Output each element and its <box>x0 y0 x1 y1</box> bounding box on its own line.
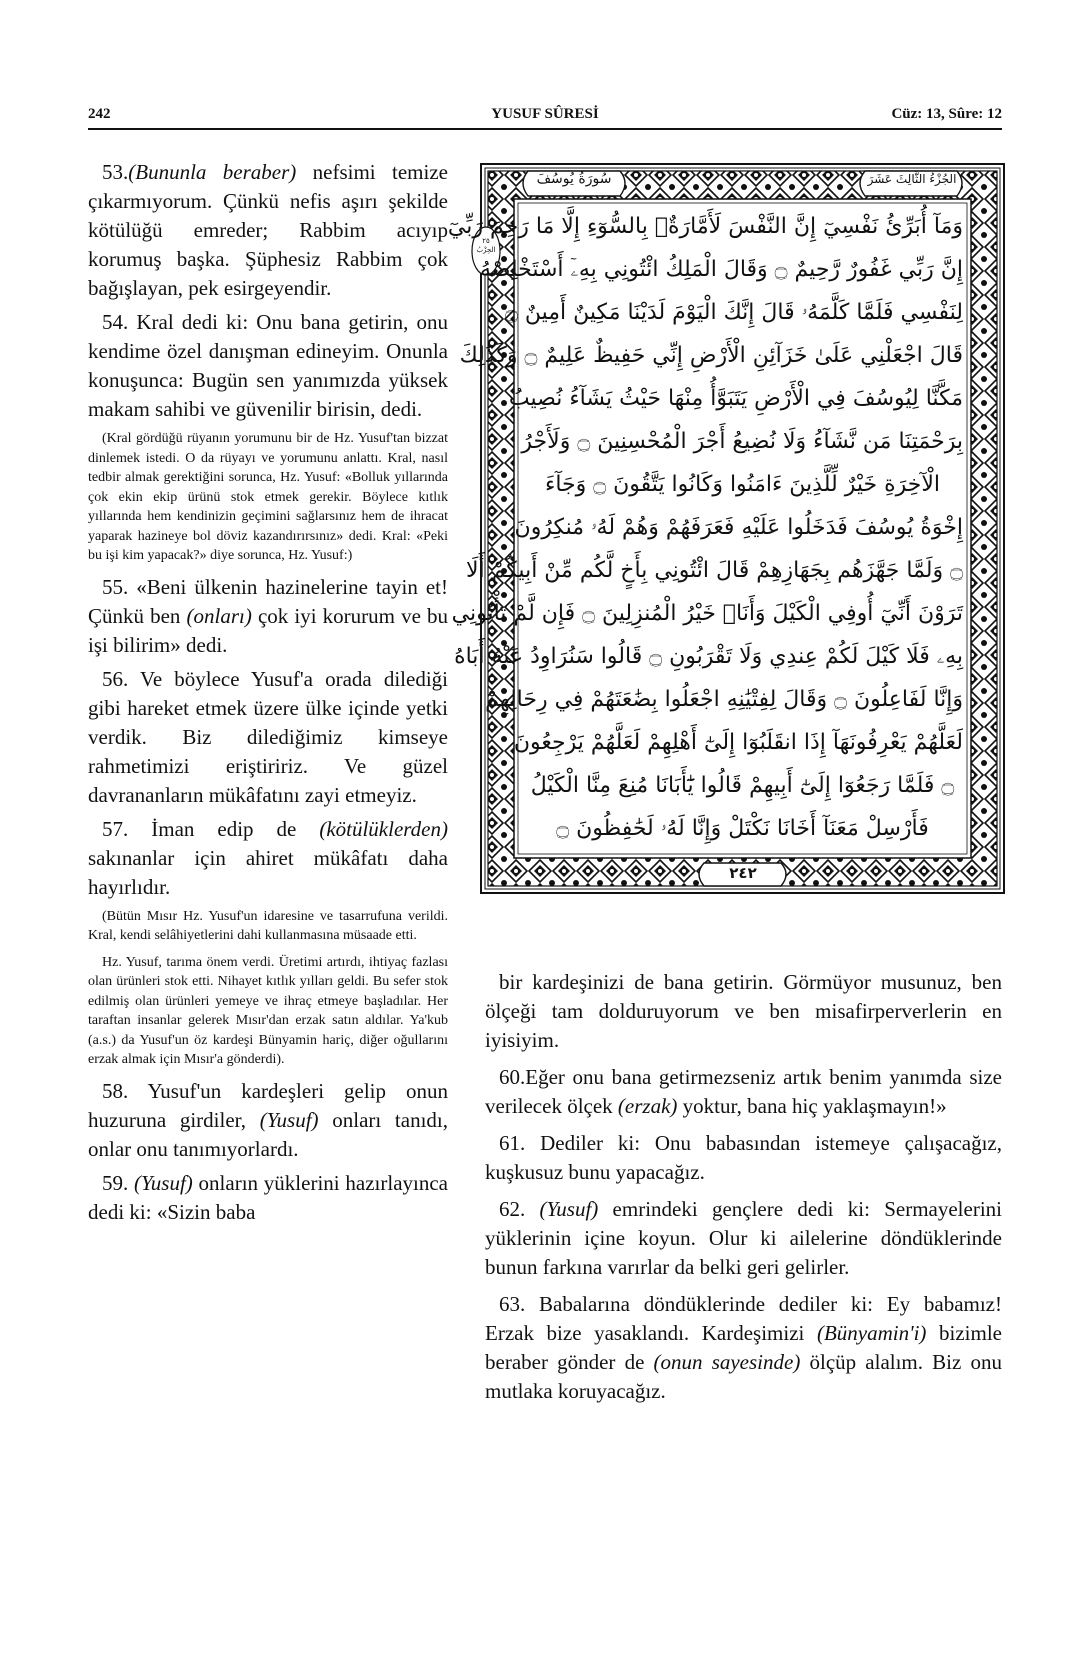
verse-text: Ve böylece Yusuf'a orada dilediği gibi hareket etmek üzere ülke içinde yetki verdik. Biz dilediğimiz kimseye rahmetimizi eriştiririz. Ve güzel davrananların mükâfatını zayi etmeyiz. <box>88 666 448 807</box>
verse-number: 54. <box>102 310 129 334</box>
verse-text: Yusuf'un kardeşleri gelip onun huzuruna girdiler, <box>88 1078 448 1132</box>
verse-text: yoktur, bana hiç yaklaşmayın!» <box>677 1094 947 1118</box>
verse-number: 53. <box>102 160 129 184</box>
verse-number: 62. <box>499 1197 526 1221</box>
hizb-marker: ٢٥ الحِزْبُ <box>476 237 496 254</box>
quran-page-frame <box>447 163 1005 894</box>
arabic-line: تَرَوْنَ أَنِّيٓ أُوفِي الْكَيْلَ وَأَنَا۠ خَيْرُ الْمُنزِلِينَ ۝ فَإِن لَّمْ تَأْتُونِي <box>451 601 963 626</box>
verse-number: 61. <box>499 1131 526 1155</box>
italic-insert: (kötülüklerden) <box>319 816 448 841</box>
sura-title: YUSUF SÛRESİ <box>491 106 599 122</box>
italic-insert: (Bünyamin'i) <box>816 1321 927 1345</box>
verse-paragraph <box>485 968 1002 1055</box>
verse-paragraph <box>88 665 448 810</box>
verse-text: nefsimi temize çıkarmıyorum. Çünkü nefis aşırı şekilde kötülüğü emreder; Rabbim acıyıp korumuş başka. Şüphesiz Rabbim çok bağışlayan, pek esirgeyendir. <box>88 160 448 300</box>
arabic-line: بِرَحْمَتِنَا مَن نَّشَآءُ وَلَا نُضِيعُ أَجْرَ الْمُحْسِنِينَ ۝ وَلَأَجْرُ <box>521 429 963 454</box>
commentary-note: Hz. Yusuf, tarıma önem verdi. Üretimi artırdı, ihtiyaç fazlası olan ürünleri stok etti. Nihayet kıtlık yılları geldi. Bu sefer stok edilmiş olan ürünleri yemeye ve ihraç etmeye başladılar. Her taraftan insanlar gelerek Mısır'dan erzak satın aldılar. Ya'kub (a.s.) da Yusuf'un öz kardeşi Bünyamin hariç, diğer oğullarını erzak almak için Mısır'a gönderdi). <box>88 954 448 1067</box>
verse-number: 59. <box>102 1170 129 1195</box>
arabic-line: لَعَلَّهُمْ يَعْرِفُونَهَآ إِذَا انقَلَبُوٓا إِلَىٰٓ أَهْلِهِمْ لَعَلَّهُمْ يَرْجِعُونَ <box>513 730 963 755</box>
verse-text: onları tanıdı, onlar onu tanımıyorlardı. <box>88 1107 449 1161</box>
verse-paragraph <box>88 158 448 303</box>
verse-number: 57. <box>102 816 129 841</box>
right-translation-column <box>485 968 1002 1414</box>
arabic-line: وَإِنَّا لَفَاعِلُونَ ۝ وَقَالَ لِفِتْيَٰنِهِ اجْعَلُوا بِضَٰعَتَهُمْ فِي رِحَالِهِمْ <box>485 687 963 712</box>
commentary-note: (Kral gördüğü rüyanın yorumunu bir de Hz. Yusuf'tan bizzat dinlemek istedi. O da rüyayı ve yorumunu anlattı. Kral, nasıl tedbir almak gerektiğini sorunca, Hz. Yusuf: «Bolluk yıllarında çok ekin ekip ürünü stok etmek gerekir. Böylece kıtlık yıllarında hem kendinizin geçimini sağlarsınız hem de ihracat yaparak hazineye bol döviz kazandırırsınız» dedi. Kral: «Peki bu işi kim yapacak?» diye sorunca, Hz. Yusuf:) <box>88 431 448 563</box>
italic-insert: (onun sayesinde) <box>653 1350 801 1374</box>
italic-insert: (Yusuf) <box>259 1107 319 1132</box>
verse-paragraph <box>485 1290 1002 1406</box>
arabic-line: ۝ وَلَمَّا جَهَّزَهُم بِجَهَازِهِمْ قَالَ ائْتُونِي بِأَخٍ لَّكُم مِّنْ أَبِيكُمْ أَلَا <box>465 558 963 583</box>
verse-paragraph <box>88 308 448 424</box>
verse-paragraph <box>485 1129 1002 1187</box>
italic-insert: (erzak) <box>617 1094 678 1118</box>
juz-sura-info: Cüz: 13, Sûre: 12 <box>891 106 1002 122</box>
arabic-line: إِخْوَةُ يُوسُفَ فَدَخَلُوا عَلَيْهِ فَعَرَفَهُمْ وَهُمْ لَهُۥ مُنكِرُونَ <box>514 515 963 540</box>
page-header <box>88 100 1002 130</box>
verse-text: Kral dedi ki: Onu bana getirin, onu kendime özel danışman edineyim. Onunla konuşunca: Bugün sen yanımızda yüksek makam sahibi ve güvenilir birisin, dedi. <box>88 310 448 421</box>
verse-text <box>525 1197 539 1221</box>
left-translation-column <box>88 158 448 1232</box>
arabic-line: لِنَفْسِي فَلَمَّا كَلَّمَهُۥ قَالَ إِنَّكَ الْيَوْمَ لَدَيْنَا مَكِينٌ أَمِينٌ ۝ <box>505 300 963 325</box>
commentary-note: (Bütün Mısır Hz. Yusuf'un idaresine ve tasarrufuna verildi. Kral, kendi selâhiyetlerini dahi kullanmasına müsaade etti. <box>88 908 448 943</box>
verse-number: 56. <box>102 666 129 691</box>
arabic-line: مَكَّنَّا لِيُوسُفَ فِي الْأَرْضِ يَتَبَوَّأُ مِنْهَا حَيْثُ يَشَآءُ نُصِيبُ <box>508 386 963 411</box>
juz-cartouche: الجُزْءُ الثَّالِثَ عَشَرَ <box>867 172 957 186</box>
verse-text: onların yüklerini hazırlayınca dedi ki: «Sizin baba <box>88 1170 449 1224</box>
arabic-line: ۝ فَلَمَّا رَجَعُوٓا إِلَىٰٓ أَبِيهِمْ قَالُوا يَٰٓأَبَانَا مُنِعَ مِنَّا الْكَيْلُ <box>530 773 955 798</box>
sura-name-cartouche: سُورَةُ يُوسُفَ <box>536 171 612 187</box>
arabic-line: قَالَ اجْعَلْنِي عَلَىٰ خَزَآئِنِ الْأَرْضِ إِنِّي حَفِيظٌ عَلِيمٌ ۝ وَكَذَٰلِكَ <box>459 343 963 368</box>
verse-paragraph <box>88 1169 448 1227</box>
arabic-line: بِهِۦ فَلَا كَيْلَ لَكُمْ عِندِي وَلَا تَقْرَبُونِ ۝ قَالُوا سَنُرَاوِدُ عَنْهُ أَبَاهُ <box>454 644 963 669</box>
verse-text: emrindeki gençlere dedi ki: Sermayelerini yüklerinin içine koyun. Olur ki ailelerine döndüklerinde bunun farkına varırlar da belki geri gelirler. <box>485 1197 1002 1279</box>
verse-text: Dediler ki: Onu babasından istemeye çalışacağız, kuşkusuz bunu yapacağız. <box>485 1131 1002 1184</box>
verse-number: 63. <box>499 1292 526 1316</box>
italic-insert: (Bununla beraber) <box>128 160 297 184</box>
verse-number: 58. <box>102 1078 129 1103</box>
verse-text: bizimle beraber gönder de <box>485 1321 1003 1374</box>
arabic-line: إِنَّ رَبِّي غَفُورٌ رَّحِيمٌ ۝ وَقَالَ الْمَلِكُ ائْتُونِي بِهِۦٓ أَسْتَخْلِصْهُ <box>479 257 963 282</box>
verse-text: çok iyi korurum ve bu işi bilirim» dedi. <box>88 603 448 657</box>
page-number: 242 <box>88 106 111 122</box>
verse-paragraph <box>88 573 448 660</box>
verse-text: ölçüp alalım. Biz onu mutlaka koruyacağız. <box>485 1350 1002 1403</box>
arabic-line: الْآخِرَةِ خَيْرٌ لِّلَّذِينَ ءَامَنُوا وَكَانُوا يَتَّقُونَ ۝ وَجَآءَ <box>545 472 940 497</box>
verse-paragraph <box>485 1063 1002 1121</box>
verse-text: sakınanlar için ahiret mükâfatı daha hayırlıdır. <box>88 845 448 899</box>
arabic-page-number: ٢٤٢ <box>729 864 757 882</box>
verse-text: İman edip de <box>128 816 320 841</box>
verse-paragraph <box>485 1195 1002 1282</box>
verse-text: Eğer onu bana getirmezseniz artık benim yanımda size verilecek ölçek <box>485 1065 1002 1118</box>
verse-number: 60. <box>499 1065 526 1089</box>
italic-insert: (Yusuf) <box>539 1197 599 1221</box>
verse-paragraph <box>88 1077 448 1164</box>
italic-insert: (Yusuf) <box>134 1170 193 1195</box>
verse-number: 55. <box>102 574 129 599</box>
verse-text: Babalarına döndüklerinde dediler ki: Ey babamız! Erzak bize yasaklandı. Kardeşimizi <box>485 1292 1002 1345</box>
verse-text: bir kardeşinizi de bana getirin. Görmüyor musunuz, ben ölçeği tam dolduruyorum ve ben misafirperverlerin en iyisiyim. <box>485 970 1002 1052</box>
arabic-line: وَمَآ أُبَرِّئُ نَفْسِيٓ إِنَّ النَّفْسَ لَأَمَّارَةٌۢ بِالسُّوٓءِ إِلَّا مَا رَحِمَ رَبِّيٓ <box>447 214 963 239</box>
italic-insert: (onları) <box>186 603 252 628</box>
verse-text: «Beni ülkenin hazinelerine tayin et! Çünkü ben <box>88 574 448 628</box>
arabic-line: فَأَرْسِلْ مَعَنَآ أَخَانَا نَكْتَلْ وَإِنَّا لَهُۥ لَحَٰفِظُونَ ۝ <box>556 816 929 841</box>
verse-paragraph <box>88 815 448 902</box>
